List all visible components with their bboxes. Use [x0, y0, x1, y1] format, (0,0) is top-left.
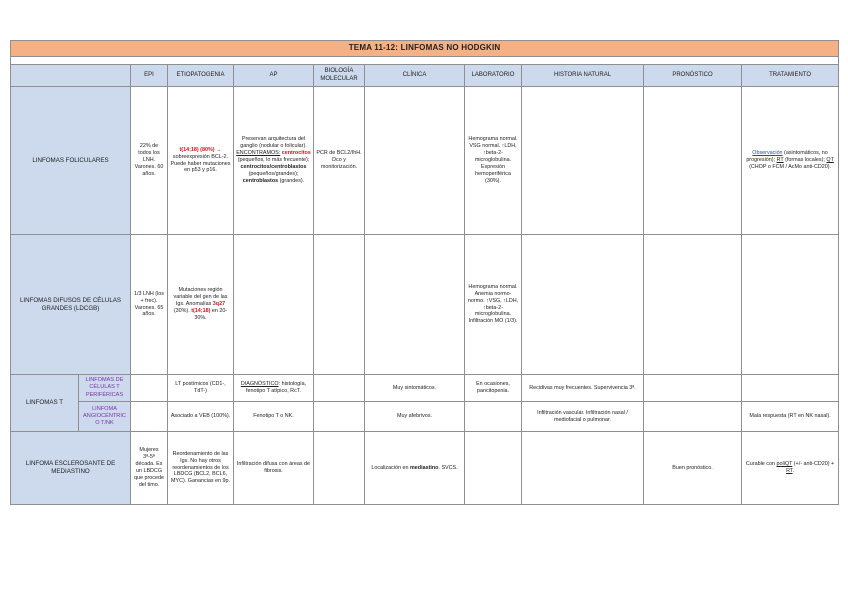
header-pronostico: PRONÓSTICO [644, 65, 742, 87]
trat-text: QT [826, 157, 834, 164]
row-label-mediastino: LINFOMA ESCLEROSANTE DE MEDIASTINO [11, 432, 131, 505]
cell-t2-hist: Infiltración vascular. Infiltración nasal / mediofacial o pulmonar. [522, 402, 644, 432]
cell-mediastino-clin [365, 432, 465, 505]
cell-difuso-trat [742, 235, 839, 375]
spacer-row [11, 57, 839, 65]
ap-centrocitos: centrocitos [281, 150, 311, 157]
sub-label-t-angiocentrico: LINFOMA ANGIOCÉNTRICO T/NK [79, 402, 131, 432]
header-corner [11, 65, 131, 87]
trat-text: . [792, 468, 795, 474]
cell-folicular-bio: PCR de BCL2/IhH. Dco y monitorización. [314, 87, 365, 235]
cell-mediastino-epi: Mujeres 3ª-5ª década. Es un LBDCG que procede del timo. [131, 432, 168, 505]
header-row [11, 65, 839, 87]
cell-mediastino-lab [465, 432, 522, 505]
etio-3q27: 3q27 [212, 301, 226, 308]
cell-difuso-pron [644, 235, 742, 375]
cell-t1-hist: Recidivas muy frecuentes. Supervivencia 3ª. [522, 375, 644, 402]
cell-t1-epi [131, 375, 168, 402]
etio-translocation: t(14;18) (80%) [179, 146, 215, 153]
sub-label-t-perifericas: LINFOMAS DE CÉLULAS T PERIFÉRICAS [79, 375, 131, 402]
lnh-summary-sheet [10, 40, 838, 505]
cell-mediastino-hist [522, 432, 644, 505]
cell-t1-pron [644, 375, 742, 402]
cell-t2-epi [131, 402, 168, 432]
cell-difuso-hist [522, 235, 644, 375]
cell-t1-trat [742, 375, 839, 402]
cell-mediastino-etio: Reordenamiento de las Igs. No hay otros reordenamientos de los LBDCG (BCL2, BCL6, MYC). Ganancias en 9p. [168, 432, 234, 505]
ap-text: centroblastos [242, 177, 279, 184]
trat-text: (formas locales); [783, 157, 827, 164]
row-label-difuso: LINFOMAS DIFUSOS DE CÉLULAS GRANDES (LDCGB) [11, 235, 131, 375]
header-ap: AP [234, 65, 314, 87]
etio-text: (30%). [173, 307, 192, 314]
header-etiopatogenia: ETIOPATOGENIA [168, 65, 234, 87]
cell-t2-pron [644, 402, 742, 432]
trat-text: (CHOP o FCM / AcMo anti-CD20). [749, 163, 832, 170]
cell-t2-bio [314, 402, 365, 432]
clin-text: Localización en [371, 464, 410, 471]
header-tratamiento: TRATAMIENTO [742, 65, 839, 87]
header-laboratorio: LABORATORIO [465, 65, 522, 87]
cell-t1-etio: LT postímicos (CD1-, TdT-) [168, 375, 234, 402]
trat-text: (+/- anti-CD20) + [792, 461, 835, 468]
ap-text: (pequeños, lo más frecuente); [237, 157, 310, 164]
cell-folicular-clin [365, 87, 465, 235]
cell-difuso-ap [234, 235, 314, 375]
cell-t1-bio [314, 375, 365, 402]
cell-difuso-bio [314, 235, 365, 375]
trat-text: poliQT [776, 461, 793, 468]
cell-folicular-pron [644, 87, 742, 235]
lnh-table [10, 40, 839, 505]
cell-mediastino-trat [742, 432, 839, 505]
cell-folicular-hist [522, 87, 644, 235]
cell-difuso-lab: Hemograma normal. Anemia normo-normo. ↑VSG, ↑LDH, ↑beta-2-microglobulina. Infiltración MO (1/3). [465, 235, 522, 375]
cell-t2-lab [465, 402, 522, 432]
cell-t1-ap [234, 375, 314, 402]
trat-text: Curable con [745, 461, 777, 468]
clin-mediastino: mediastino [410, 464, 439, 471]
etio-text: en 20-30%. [194, 307, 228, 321]
trat-text: RT [776, 157, 784, 164]
cell-mediastino-bio [314, 432, 365, 505]
row-t-angiocentrico [11, 402, 839, 432]
header-biologia-molecular: BIOLOGÍA MOLECULAR [314, 65, 365, 87]
etio-text: Mutaciones región variable del gen de las Igs. Anomalías [173, 287, 228, 308]
clin-text: . SVCS. [438, 464, 458, 471]
etio-translocation: t(14;18) [191, 307, 211, 314]
header-historia-natural: HISTORIA NATURAL [522, 65, 644, 87]
cell-folicular-lab: Hemograma normal. VSG normal. ↑LDH, ↑beta-2-microglobulina. Expresión hemoperiférica (30%). [465, 87, 522, 235]
cell-folicular-etio [168, 87, 234, 235]
title-row [11, 41, 839, 57]
trat-text: RT [786, 468, 793, 474]
etio-text: → sobreexpresión BCL-2. Puede haber mutaciones en p53 y p16. [170, 146, 231, 174]
ap-text: centrocitos/centroblastos [240, 163, 307, 170]
row-mediastino [11, 432, 839, 505]
ap-text: ENCONTRAMOS: [236, 150, 281, 157]
header-clinica: CLÍNICA [365, 65, 465, 87]
ap-text: (grandes). [278, 177, 305, 184]
trat-text: Observación [752, 150, 783, 157]
row-difuso [11, 235, 839, 375]
ap-text: Preservan arquitectura del ganglio (nodular o folicular). [240, 136, 307, 150]
cell-difuso-etio [168, 235, 234, 375]
spacer-cell [11, 57, 839, 65]
cell-folicular-ap [234, 87, 314, 235]
cell-t2-clin: Muy afebrivos. [365, 402, 465, 432]
ap-text: DIAGNÓSTICO [240, 381, 279, 388]
cell-folicular-trat [742, 87, 839, 235]
trat-text: (asintomáticos, no progresión); [746, 150, 828, 164]
cell-t2-trat: Mala respuesta (RT en NK nasal). [742, 402, 839, 432]
cell-mediastino-pron: Buen pronóstico. [644, 432, 742, 505]
row-folicular [11, 87, 839, 235]
page-title: TEMA 11-12: LINFOMAS NO HODGKIN [11, 41, 839, 57]
row-label-folicular: LINFOMAS FOLICULARES [11, 87, 131, 235]
cell-t2-etio: Asociado a VEB (100%). [168, 402, 234, 432]
cell-t2-ap: Fenotipo T o NK. [234, 402, 314, 432]
cell-folicular-epi: 22% de todos los LNH. Varones. 60 años. [131, 87, 168, 235]
cell-difuso-clin [365, 235, 465, 375]
ap-text: : histología, fenotipo T atípico, RcT. [246, 381, 307, 394]
row-t-perifericas [11, 375, 839, 402]
ap-text: (pequeños/grandes); [248, 170, 299, 177]
row-label-t: LINFOMAS T [11, 375, 79, 432]
cell-t1-clin: Muy sintomáticos. [365, 375, 465, 402]
cell-mediastino-ap: Infiltración difusa con áreas de fibrosis. [234, 432, 314, 505]
cell-t1-lab: En ocasiones, pancitopenia. [465, 375, 522, 402]
cell-difuso-epi: 1/3 LNH (los + frec). Varones. 65 años. [131, 235, 168, 375]
header-epi: EPI [131, 65, 168, 87]
